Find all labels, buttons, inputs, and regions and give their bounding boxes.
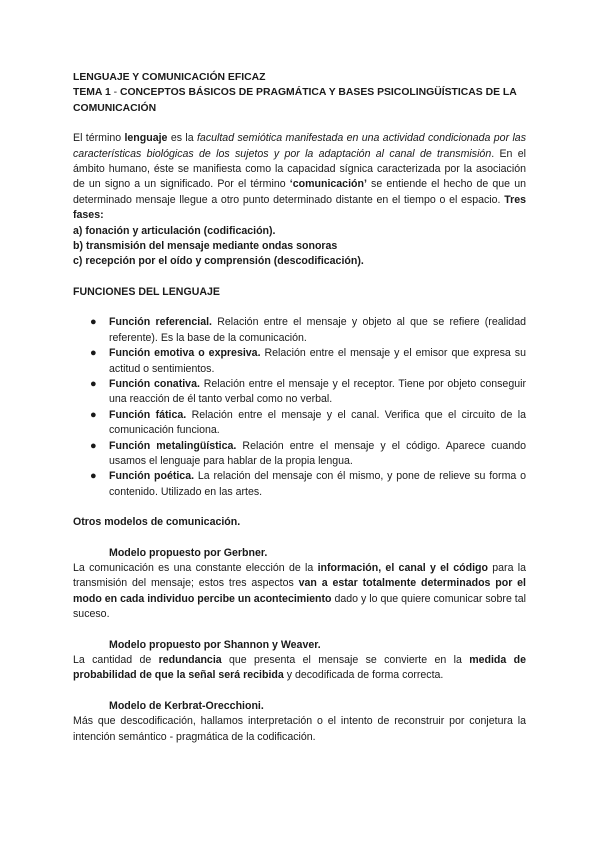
emphasis-text: medida de probabilidad de que la señal será recibida [73, 654, 527, 682]
intro-text: El término [73, 132, 125, 145]
tema-title: CONCEPTOS BÁSICOS DE PRAGMÁTICA Y BASES PSICOLINGÜÍSTICAS DE LA COMUNICACIÓN [73, 87, 517, 114]
term-lenguaje: lenguaje [124, 132, 168, 145]
bullet-icon: ● [90, 347, 97, 360]
body-text: La comunicación es una constante elección de la [73, 561, 318, 574]
bullet-icon: ● [90, 439, 97, 452]
list-item [73, 346, 526, 377]
functions-heading: FUNCIONES DEL LENGUAJE [73, 285, 220, 298]
bullet-icon: ● [90, 470, 97, 483]
tema-label: TEMA 1 [73, 87, 111, 99]
intro-text: es la [167, 132, 197, 145]
function-name: Función poética. [109, 470, 195, 483]
definition-italic: facultad semiótica manifestada en una actividad condicionada por las características biológicas de los sujetos y por la adaptación al canal de transmisión [73, 132, 526, 160]
list-item [73, 377, 526, 408]
kerbrat-paragraph: Más que descodificación, hallamos interpretación o el intento de reconstruir por conjetura la intención semántico - pragmática de la codificación. [73, 715, 526, 743]
document-page [73, 70, 526, 745]
intro-text: se entiende el hecho de que un determinado mensaje llegue a otro punto determinado distante en el tiempo o el espacio. [73, 178, 526, 206]
list-item [73, 469, 526, 500]
body-text: para la transmisión del mensaje; estos tres aspectos [73, 561, 526, 590]
function-desc: Relación entre el mensaje y el emisor que expresa su actitud o sentimientos. [109, 347, 526, 375]
emphasis-text: van a estar totalmente determinados por el modo en cada individuo percibe un acontecimiento [73, 577, 527, 605]
body-text: dado y lo que quiere comunicar sobre tal suceso. [73, 592, 526, 621]
kerbrat-title: Modelo de Kerbrat-Orecchioni. [109, 699, 264, 712]
phase-c: c) recepción por el oído y comprensión (descodificación). [73, 255, 364, 268]
body-text: La cantidad de [73, 654, 159, 666]
gerbner-paragraph [73, 561, 526, 623]
list-item [73, 408, 526, 439]
shannon-title: Modelo propuesto por Shannon y Weaver. [109, 638, 321, 651]
function-desc: Relación entre el mensaje y el canal. Verifica que el circuito de la comunicación funciona. [109, 408, 526, 437]
function-desc: Relación entre el mensaje y el receptor. Tiene por objeto conseguir una reacción de él tanto verbal como no verbal. [109, 377, 526, 406]
term-comunicacion: ‘comunicación’ [289, 178, 367, 191]
course-title: LENGUAJE Y COMUNICACIÓN EFICAZ [73, 72, 266, 83]
list-item [73, 315, 526, 346]
gerbner-title: Modelo propuesto por Gerbner. [109, 546, 268, 559]
emphasis-text: redundancia [158, 654, 222, 666]
emphasis-text: información, el canal y el código [317, 561, 488, 574]
tema-separator: - [110, 87, 120, 99]
models-heading: Otros modelos de comunicación. [73, 516, 241, 529]
function-desc: Relación entre el mensaje y objeto al que se refiere (realidad referente). Es la base de la comunicación. [109, 316, 526, 344]
function-name: Función conativa. [109, 377, 200, 390]
phase-b: b) transmisión del mensaje mediante ondas sonoras [73, 240, 338, 253]
tema-heading [73, 85, 526, 116]
function-name: Función metalingüística. [109, 439, 237, 452]
bullet-icon: ● [90, 377, 97, 390]
bullet-icon: ● [90, 408, 97, 421]
phases-label: Tres fases: [73, 193, 526, 222]
bullet-icon: ● [90, 316, 97, 329]
body-text: y decodificada de forma correcta. [283, 669, 444, 682]
body-text: que presenta el mensaje se convierte en la [221, 654, 470, 666]
function-desc: Relación entre el mensaje y el código. Aparece cuando usamos el lenguaje para hablar de la propia lengua. [109, 439, 527, 467]
phase-a: a) fonación y articulación (codificación). [73, 224, 276, 237]
list-item [73, 439, 526, 470]
function-name: Función emotiva o expresiva. [109, 347, 261, 360]
intro-text: . En el ámbito humano, éste se manifiesta como la capacidad sígnica caracterizada por la asociación de un signo a un significado. Por el término [73, 147, 526, 191]
functions-list [73, 315, 526, 500]
shannon-paragraph [73, 653, 526, 684]
intro-paragraph [73, 131, 526, 223]
function-name: Función referencial. [109, 316, 212, 329]
function-name: Función fática. [109, 408, 187, 421]
function-desc: La relación del mensaje con él mismo, y pone de relieve su forma o contenido. Utilizado en las artes. [109, 470, 526, 498]
